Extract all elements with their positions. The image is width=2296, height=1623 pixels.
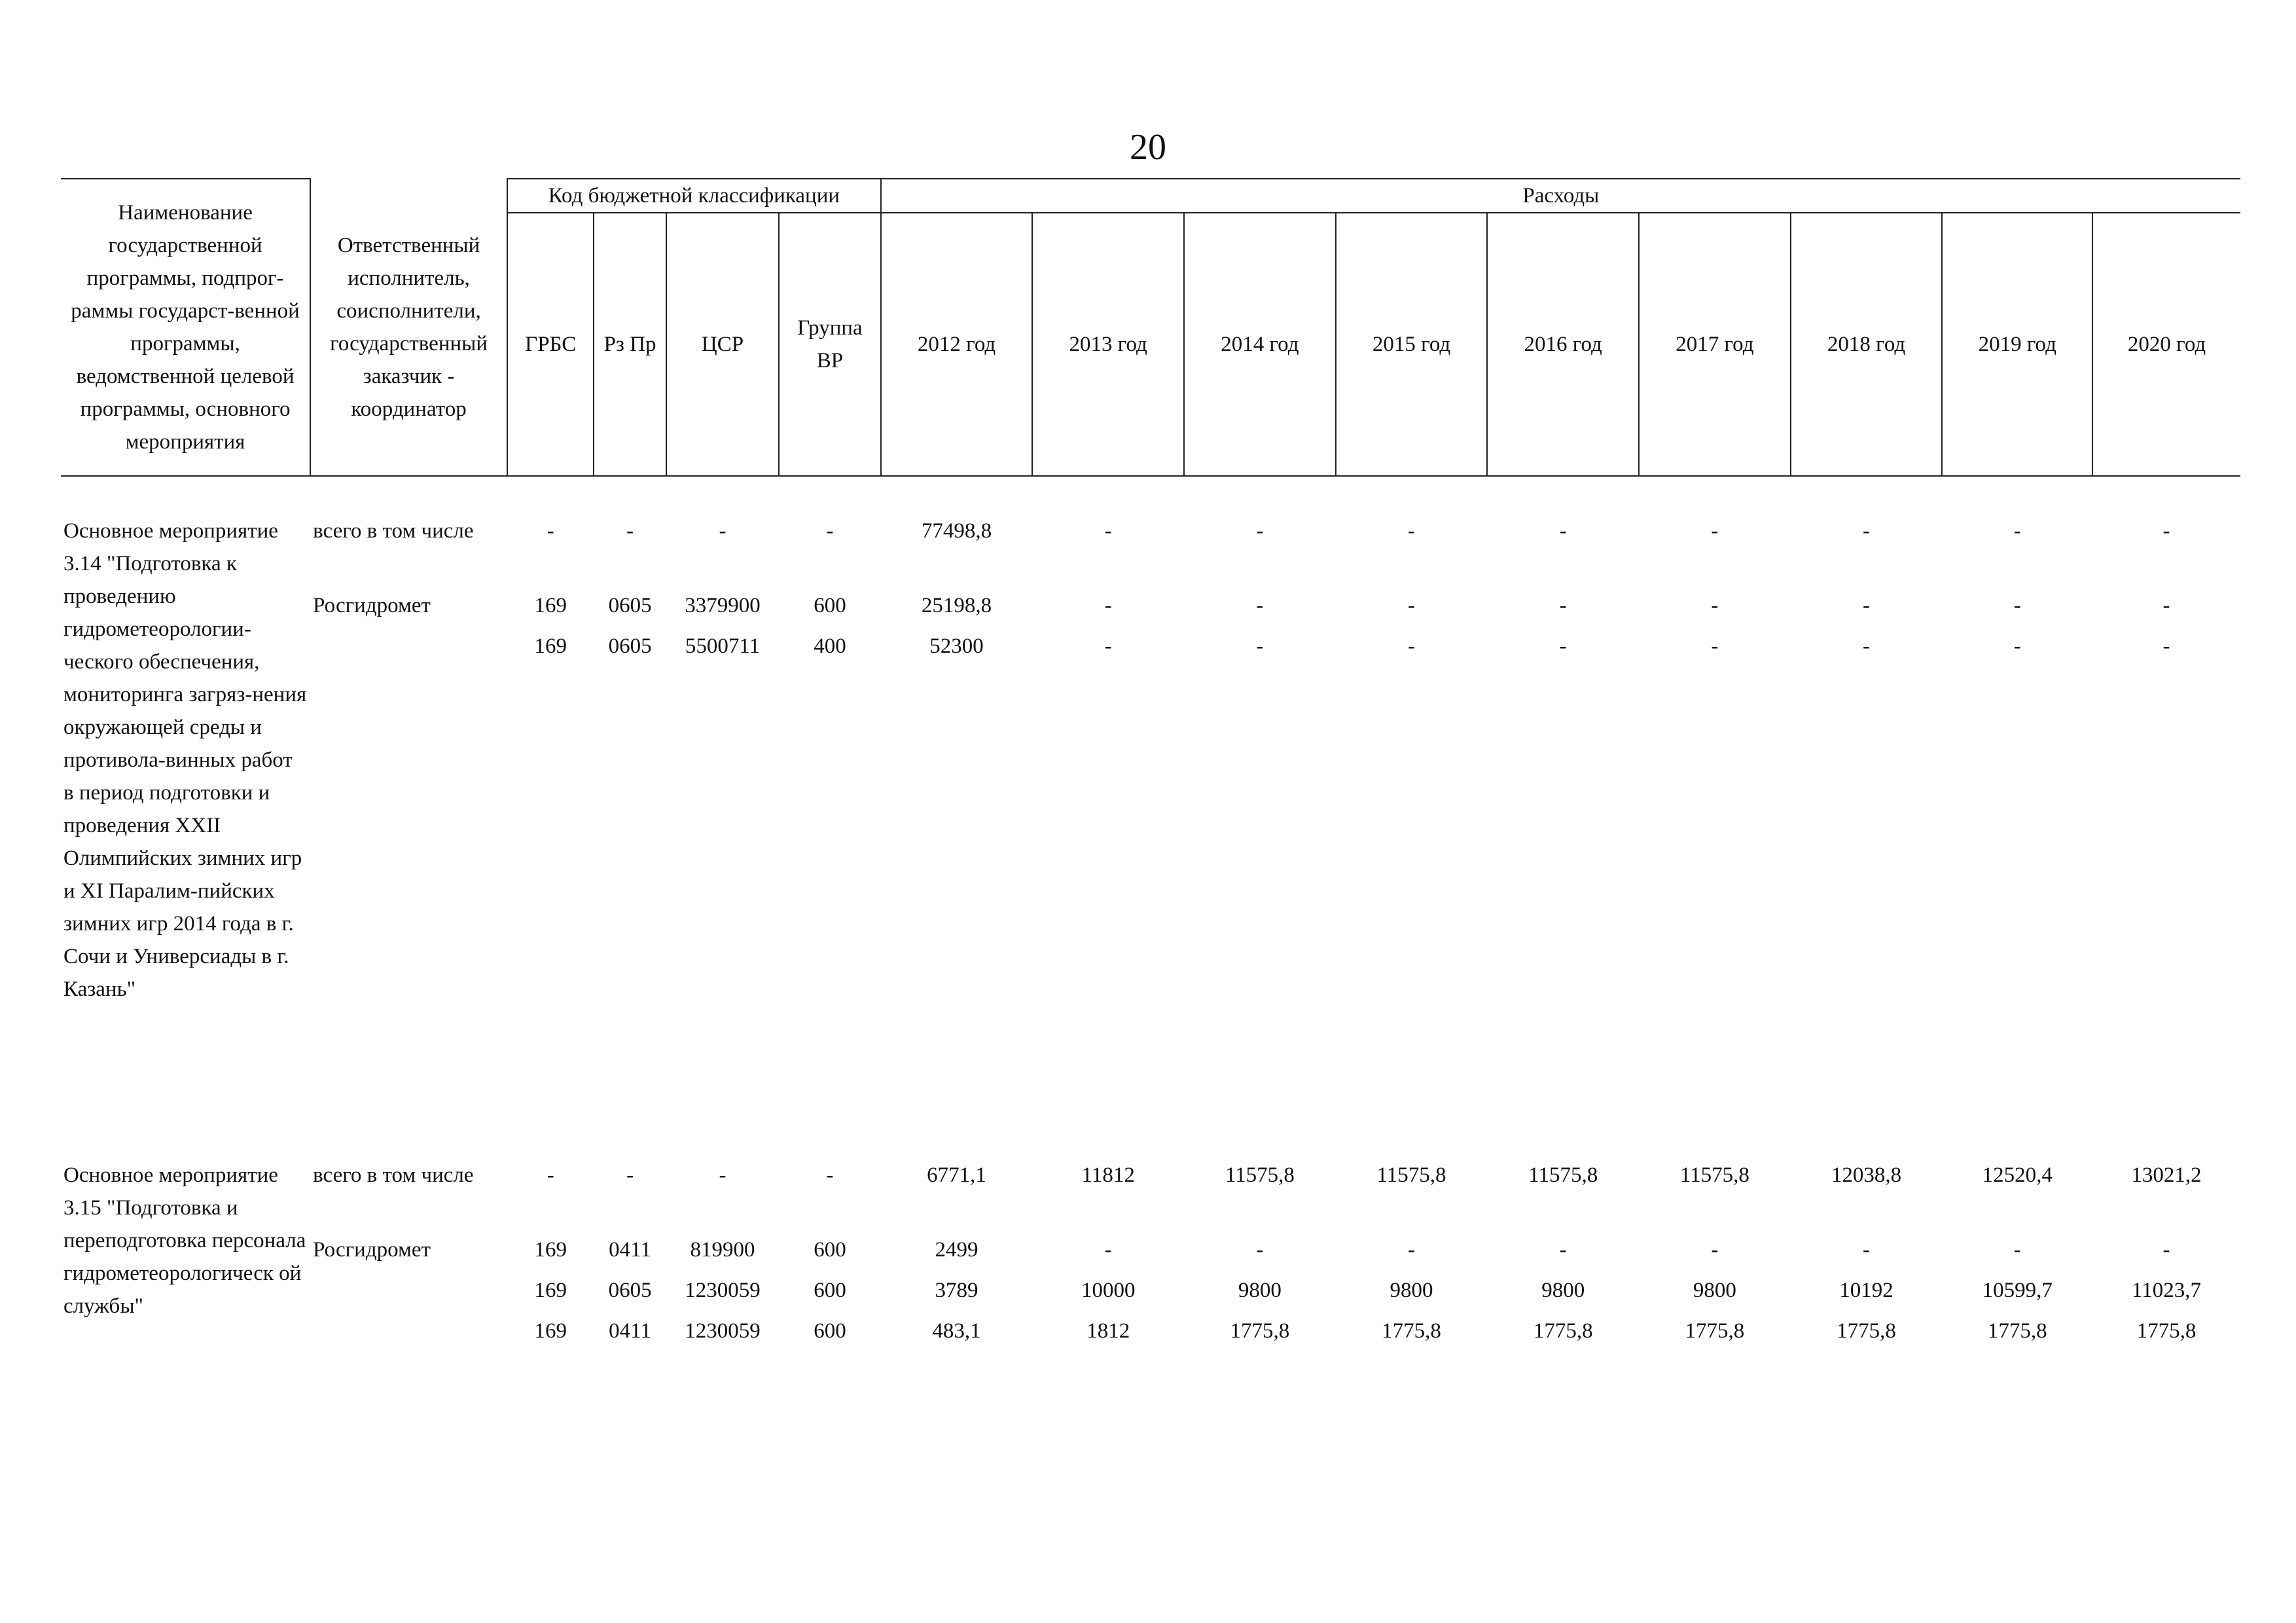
amount-cell: - bbox=[1711, 1238, 1719, 1262]
header-grbs: ГРБС bbox=[507, 213, 594, 476]
responsible-cell bbox=[310, 630, 507, 1147]
csr-cell: 819900 bbox=[690, 1238, 755, 1262]
amount-cell: 12038,8 bbox=[1831, 1163, 1902, 1187]
amount-cell: - bbox=[1256, 634, 1264, 658]
amount-cell: - bbox=[2013, 519, 2021, 543]
csr-cell: 5500711 bbox=[685, 634, 761, 658]
rzpr-cell: - bbox=[626, 519, 634, 543]
amount-cell: - bbox=[1408, 1238, 1416, 1262]
amount-cell: 12520,4 bbox=[1982, 1163, 2053, 1187]
amount-cell: - bbox=[2013, 594, 2021, 617]
amount-cell: 3789 bbox=[935, 1279, 978, 1302]
vr-cell: 600 bbox=[814, 1319, 846, 1343]
table-row bbox=[61, 1233, 2240, 1274]
amount-cell: - bbox=[1256, 594, 1264, 617]
amount-cell: - bbox=[1104, 519, 1112, 543]
amount-cell: - bbox=[1559, 519, 1567, 543]
grbs-cell: 169 bbox=[534, 1238, 567, 1262]
vr-cell: 600 bbox=[814, 594, 846, 617]
amount-cell: - bbox=[1711, 634, 1719, 658]
header-year: 2013 год bbox=[1032, 213, 1184, 476]
amount-cell: 1775,8 bbox=[1837, 1319, 1896, 1343]
responsible-cell bbox=[310, 1274, 507, 1315]
header-csr: ЦСР bbox=[666, 213, 780, 476]
rzpr-cell: 0411 bbox=[609, 1238, 651, 1262]
amount-cell: - bbox=[1256, 519, 1264, 543]
grbs-cell: - bbox=[547, 519, 554, 543]
amount-cell: - bbox=[2162, 1238, 2170, 1262]
header-year: 2020 год bbox=[2092, 213, 2240, 476]
amount-cell: 9800 bbox=[1390, 1279, 1433, 1302]
amount-cell: - bbox=[2013, 1238, 2021, 1262]
grbs-cell: 169 bbox=[534, 1279, 567, 1302]
amount-cell: - bbox=[1863, 519, 1871, 543]
table-row bbox=[61, 1274, 2240, 1315]
table-header bbox=[61, 179, 2240, 476]
rzpr-cell: 0605 bbox=[608, 594, 652, 617]
header-year: 2017 год bbox=[1639, 213, 1791, 476]
vr-cell: 400 bbox=[814, 634, 846, 658]
amount-cell: 11812 bbox=[1081, 1163, 1135, 1187]
grbs-cell: 169 bbox=[534, 594, 567, 617]
amount-cell: - bbox=[1408, 519, 1416, 543]
grbs-cell: 169 bbox=[534, 1319, 567, 1343]
table-row bbox=[61, 630, 2240, 1147]
activity-name: Основное мероприятие 3.14 "Подготовка к проведению гидрометеорологии-ческого обеспечения, мониторинга загряз-нения окружающей среды и противола-винных работ в период подготовки и проведения XXII Олимпийских зимних игр и XI Паралим-пийских зимних игр 2014 года в г. Сочи и Универсиады в г. Казань" bbox=[63, 519, 307, 1001]
csr-cell: - bbox=[719, 1163, 726, 1187]
header-rzpr: Рз Пр bbox=[594, 213, 666, 476]
amount-cell: 11575,8 bbox=[1225, 1163, 1295, 1187]
amount-cell: 13021,2 bbox=[2131, 1163, 2202, 1187]
amount-cell: - bbox=[1104, 594, 1112, 617]
header-vr: Группа ВР bbox=[779, 213, 880, 476]
amount-cell: - bbox=[1863, 634, 1871, 658]
amount-cell: - bbox=[1408, 594, 1416, 617]
amount-cell: - bbox=[1256, 1238, 1264, 1262]
vr-cell: 600 bbox=[814, 1238, 846, 1262]
table-row bbox=[61, 515, 2240, 589]
amount-cell: - bbox=[1559, 594, 1567, 617]
amount-cell: 1775,8 bbox=[1230, 1319, 1290, 1343]
amount-cell: 1775,8 bbox=[1685, 1319, 1745, 1343]
amount-cell: 9800 bbox=[1541, 1279, 1585, 1302]
amount-cell: 11575,8 bbox=[1528, 1163, 1598, 1187]
amount-cell: - bbox=[2162, 519, 2170, 543]
activity-name: Основное мероприятие 3.15 "Подготовка и переподготовка персонала гидрометеорологическ ой службы" bbox=[63, 1163, 306, 1318]
vr-cell: 600 bbox=[814, 1279, 846, 1302]
csr-cell: 1230059 bbox=[685, 1279, 761, 1302]
amount-cell: 1775,8 bbox=[1382, 1319, 1441, 1343]
csr-cell: 3379900 bbox=[685, 594, 761, 617]
amount-cell: - bbox=[1408, 634, 1416, 658]
amount-cell: 10192 bbox=[1839, 1279, 1893, 1302]
expenses-table-container bbox=[61, 178, 2240, 1374]
page-number: 20 bbox=[1130, 127, 1166, 168]
amount-cell: 6771,1 bbox=[927, 1163, 986, 1187]
rzpr-cell: - bbox=[626, 1163, 634, 1187]
rzpr-cell: 0605 bbox=[608, 634, 652, 658]
csr-cell: 1230059 bbox=[685, 1319, 761, 1343]
grbs-cell: 169 bbox=[534, 634, 567, 658]
amount-cell: 9800 bbox=[1693, 1279, 1736, 1302]
amount-cell: 11023,7 bbox=[2132, 1279, 2202, 1302]
amount-cell: 1775,8 bbox=[1533, 1319, 1593, 1343]
amount-cell: 9800 bbox=[1238, 1279, 1282, 1302]
header-year: 2016 год bbox=[1487, 213, 1639, 476]
amount-cell: 77498,8 bbox=[921, 519, 992, 543]
responsible-cell: Росгидромет bbox=[313, 1238, 431, 1262]
header-year: 2019 год bbox=[1942, 213, 2092, 476]
amount-cell: 25198,8 bbox=[921, 594, 992, 617]
header-budget-code-group: Код бюджетной классификации bbox=[507, 179, 881, 213]
header-year: 2015 год bbox=[1336, 213, 1488, 476]
responsible-cell bbox=[310, 1315, 507, 1374]
amount-cell: 52300 bbox=[929, 634, 984, 658]
amount-cell: - bbox=[1863, 594, 1871, 617]
amount-cell: - bbox=[1104, 634, 1112, 658]
header-expenses-group: Расходы bbox=[881, 179, 2240, 213]
grbs-cell: - bbox=[547, 1163, 554, 1187]
amount-cell: 1812 bbox=[1086, 1319, 1130, 1343]
amount-cell: 2499 bbox=[935, 1238, 978, 1262]
rzpr-cell: 0605 bbox=[608, 1279, 652, 1302]
amount-cell: - bbox=[1863, 1238, 1871, 1262]
header-name-column: Наименование государственной программы, подпрог-раммы государст-венной программы, ведомственной целевой программы, основного мероприятия bbox=[61, 179, 310, 476]
amount-cell: 483,1 bbox=[932, 1319, 981, 1343]
amount-cell: - bbox=[1559, 634, 1567, 658]
header-year: 2018 год bbox=[1791, 213, 1943, 476]
header-responsible-column: Ответственный исполнитель, соисполнители, государственный заказчик - координатор bbox=[310, 179, 507, 476]
header-year: 2014 год bbox=[1184, 213, 1336, 476]
amount-cell: 11575,8 bbox=[1376, 1163, 1446, 1187]
amount-cell: 1775,8 bbox=[2136, 1319, 2197, 1343]
table-row bbox=[61, 1315, 2240, 1374]
responsible-cell: всего в том числе bbox=[313, 519, 474, 543]
amount-cell: - bbox=[2162, 594, 2170, 617]
amount-cell: 11575,8 bbox=[1679, 1163, 1749, 1187]
amount-cell: - bbox=[1559, 1238, 1567, 1262]
expenses-table bbox=[61, 178, 2240, 1374]
amount-cell: - bbox=[2013, 634, 2021, 658]
amount-cell: - bbox=[2162, 634, 2170, 658]
amount-cell: 10000 bbox=[1081, 1279, 1136, 1302]
table-body bbox=[61, 476, 2240, 1374]
vr-cell: - bbox=[826, 1163, 834, 1187]
rzpr-cell: 0411 bbox=[609, 1319, 651, 1343]
amount-cell: 10599,7 bbox=[1982, 1279, 2053, 1302]
amount-cell: - bbox=[1104, 1238, 1112, 1262]
responsible-cell: всего в том числе bbox=[313, 1163, 474, 1187]
csr-cell: - bbox=[719, 519, 726, 543]
header-year: 2012 год bbox=[881, 213, 1033, 476]
table-row bbox=[61, 589, 2240, 630]
amount-cell: - bbox=[1711, 594, 1719, 617]
amount-cell: - bbox=[1711, 519, 1719, 543]
vr-cell: - bbox=[826, 519, 834, 543]
responsible-cell: Росгидромет bbox=[313, 594, 431, 617]
amount-cell: 1775,8 bbox=[1987, 1319, 2047, 1343]
table-row bbox=[61, 1159, 2240, 1233]
